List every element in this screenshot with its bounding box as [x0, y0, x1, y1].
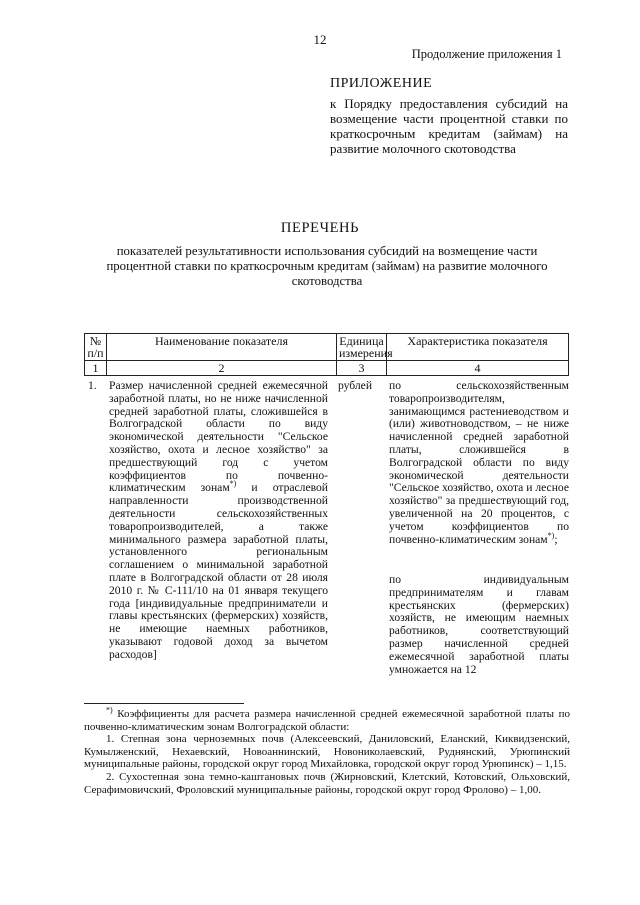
row-number: 1.	[88, 379, 97, 392]
indicator-name-continued: и отраслевой направленности производственной деятельности сельскохозяйственных товаропроизводителей, а также минимального размера заработной платы, установленного региональным соглашением о минимальной заработной плате в Волгоградской области от 28 июля 2010 г. № С-111/10 на 01 января текущего года [индивидуальные предприниматели и главы крестьянских (фермерских) хозяйств, не имеющие наемных работников, указывают годовой доход за вычетом расходов]	[109, 481, 328, 661]
colnum-4: 4	[387, 361, 569, 376]
indicator-characteristic-1	[389, 380, 569, 546]
indicator-name-text: Размер начисленной средней ежемесячной заработной платы, но не ниже начисленной средней заработной платы, сложившейся в Волгоградской области по виду экономической деятельности "Сельское хозяйство, охота и лесное хозяйство" за предшествующий год с учетом коэффициентов по почвенно-климатическим зонам	[109, 379, 328, 495]
colnum-2: 2	[107, 361, 337, 376]
continuation-label: Продолжение приложения 1	[411, 47, 562, 61]
appendix-text: к Порядку предоставления субсидий на возмещение части процентной ставки по краткосрочным кредитам (займам) на развитие молочного скотоводства	[330, 96, 568, 156]
footnote-separator	[84, 703, 244, 704]
indicator-unit: рублей	[338, 379, 373, 392]
appendix-title: ПРИЛОЖЕНИЕ	[330, 76, 433, 91]
indicator-footnote-mark: *)	[229, 479, 237, 489]
footnote-intro	[84, 705, 570, 733]
page-number: 12	[313, 32, 327, 47]
characteristic-1-end: ;	[554, 532, 558, 546]
characteristic-footnote-mark: *)	[547, 530, 555, 540]
indicators-table	[84, 333, 569, 376]
footnote-mark: *)	[106, 705, 113, 715]
header-characteristic: Характеристика показателя	[387, 334, 569, 361]
header-name: Наименование показателя	[107, 334, 337, 361]
footnote-item-1: 1. Степная зона черноземных почв (Алексеевский, Даниловский, Еланский, Киквидзенский, Кумылженский, Нехаевский, Новоаннинский, Новониколаевский, Руднянский, Урюпинский муниципальные районы, городской округ город Михайловка, городской округ город Урюпинск) – 1,15.	[84, 733, 570, 771]
indicator-characteristic-2: по индивидуальным предпринимателям и главам крестьянских (фермерских) хозяйств, не имеющим наемных работников, соответствующий размер начисленной средней ежемесячной заработной платы умножается на 12	[389, 573, 569, 676]
colnum-3: 3	[337, 361, 387, 376]
list-subtitle: показателей результативности использования субсидий на возмещение части процентной ставки по краткосрочным кредитам (займам) на развитие молочного скотоводства	[106, 244, 548, 288]
footnote-intro-text: Коэффициенты для расчета размера начисленной средней ежемесячной заработной платы по почвенно-климатическим зонам Волгоградской области:	[84, 708, 570, 733]
header-unit: Единица измерения	[337, 334, 387, 361]
footnote-item-2: 2. Сухостепная зона темно-каштановых почв (Жирновский, Клетский, Котовский, Ольховский, Серафимовичский, Фроловский муниципальные районы, городской округ город Фролово) – 1,00.	[84, 770, 570, 796]
footnotes	[84, 705, 570, 796]
header-num: № п/п	[85, 334, 107, 361]
list-title: ПЕРЕЧЕНЬ	[280, 220, 360, 236]
table-header-row	[85, 334, 569, 361]
table-colnum-row	[85, 361, 569, 376]
colnum-1: 1	[85, 361, 107, 376]
indicator-name	[109, 380, 328, 662]
characteristic-1-text: по сельскохозяйственным товаропроизводителям, занимающимся растениеводством и (или) животноводством, – не ниже начисленной средней заработной платы, сложившейся в Волгоградской области по виду экономической деятельности "Сельское хозяйство, охота и лесное хозяйство" за предшествующий год, увеличенной на 20 процентов, с учетом коэффициентов по почвенно-климатическим зонам	[389, 379, 569, 546]
